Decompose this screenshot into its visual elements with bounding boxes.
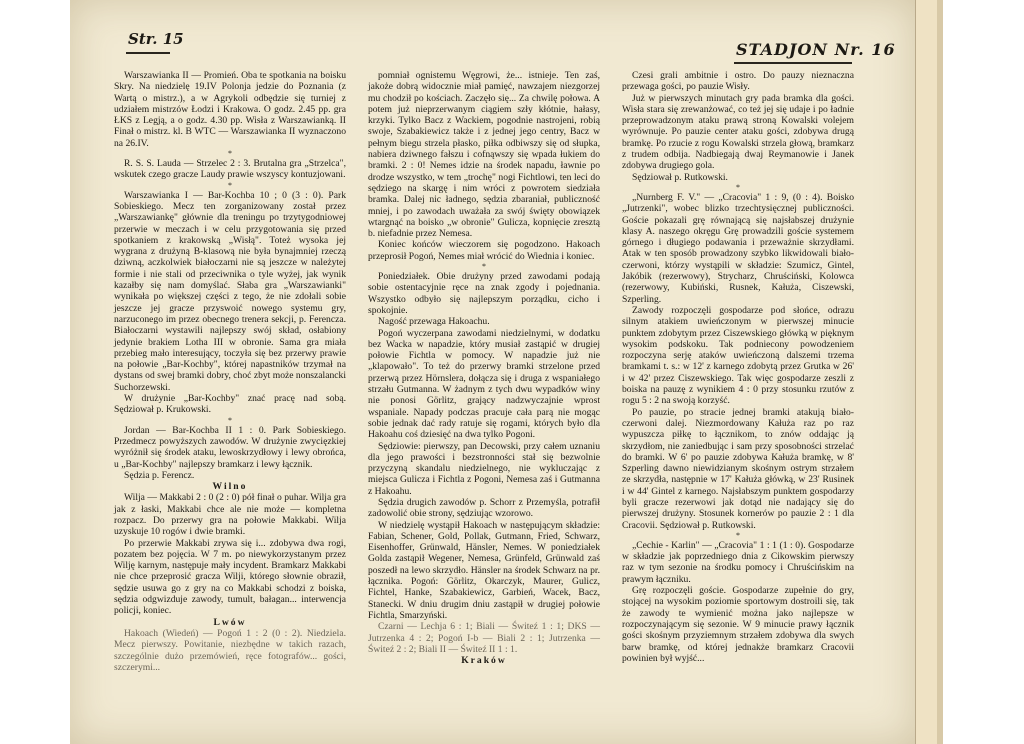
page-stack-edge: [937, 0, 943, 744]
article-paragraph: Wilja — Makkabi 2 : 0 (2 : 0) pół finał o puhar. Wilja gra jak z łaski, Makkabi chce ale nie może — kompletna rozpacz. Do przerwy gra na połowie Makkabi. Wilja uzyskuje 10 rogów i dwie bramki.: [114, 492, 346, 538]
separator-asterisk: *: [736, 182, 740, 192]
article-paragraph: Warszawianka I — Bar-Kochba 10 ; 0 (3 : 0). Park Sobieskiego. Mecz ten zorganizowany został przez „Warszawiankę" głównie dla treningu po trzytygodniowej przerwie w meczach i w celu przygotowania się przed spotkaniem z krakowską „Wisłą". Toteż wysoka jej wygrana z drużyną B-klasową nie była bynajmniej rzeczą dziwną, aczkolwiek białoczarni nie są jeszcze w należytej formie i nie stali od przeciwnika o tyle wyżej, jak wynik kazałby się nam domyślać. Słaba gra „Warszawianki" wynikała po większej części z tego, że nie zdołali sobie jeszcze jej gracze przyswoić nowego systemu gry, narzuconego im przez obecnego trenera sekcji, p. Ferencza. Białoczarni wystawili najlepszy swój skład, osłabiony jedynie brakiem Lotha III w obronie. Sama gra miała przebieg mało interesujący, toczyła się bez przerwy prawie na połowie „Bar-Kochby", której napastników trzymał na dystans od swej bramki dobry, choć zbyt może nonszalancki Suchorzewski.: [114, 189, 346, 393]
separator-asterisk: *: [228, 180, 232, 190]
article-paragraph: Hakoach (Wiedeń) — Pogoń 1 : 2 (0 : 2). Niedziela. Mecz pierwszy. Powitanie, niezbędne w takich razach, szczególnie dużo przemówień, ręce fotografów... gości, szczerymi...: [114, 627, 346, 673]
text-column-3: [622, 70, 854, 664]
article-paragraph: Warszawianka II — Promień. Oba te spotkania na boisku Skry. Na niedzielę 19.IV Polonja jedzie do Poznania (z Wartą o mistrz.), a w Agrykoli odbędzie się turniej z udziałem mistrzów Łodzi i Krakowa. O godz. 2.45 pp. gra ŁKS z Legją, a o godz. 4.30 pp. Wisła z Warszawianką. II Finał o mistrz. kl. B WTC — Warszawianka II wyznaczono na 26.IV.: [114, 70, 346, 149]
article-paragraph: Sędzia drugich zawodów p. Schorr z Przemyśla, potrafił zadowolić obie strony, sędziując wzorowo.: [368, 496, 600, 520]
section-heading: Kraków: [461, 655, 507, 667]
article-paragraph: „Cechie - Karlin" — „Cracovia" 1 : 1 (1 : 0). Gospodarze w składzie jak poprzedniego dnia z Cikowskim pierwszy raz w tym sezonie na środku pomocy i Chruścińskim na prawym łączniku.: [622, 539, 854, 585]
article-paragraph: W niedzielę wystąpił Hakoach w następującym składzie: Fabian, Schener, Gold, Pollak, Gutmann, Fried, Schwarz, Eisenhoffer, Grünwald, Hänsler, Nemes. W poniedziałek Golda zastąpił Wegener, Nemesa, Grünfeld, Grünwald zaś poszedł na lewo skrzydło. Hänsler na środek Schwarz na pr. łącznika. Pogoń: Görlitz, Okarczyk, Maurer, Gulicz, Fichtel, Hanke, Szabakiewicz, Garbień, Wacek, Bacz, Stanecki. W dniu drugim dniu zastąpił w drugiej połowie Fichtla, Smarzyński.: [368, 519, 600, 621]
adjacent-page-edge: [915, 0, 938, 744]
text-column-2: [368, 70, 600, 666]
article-paragraph: W drużynie „Bar-Kochby" znać pracę nad sobą. Sędziował p. Krukowski.: [114, 393, 346, 416]
page-number: Str. 15: [128, 30, 184, 48]
article-paragraph: Koniec końców wieczorem się pogodzono. Hakoach przeprosił Pogoń, Nemes miał wrócić do Wiednia i koniec.: [368, 239, 600, 262]
article-paragraph: „Nurnberg F. V." — „Cracovia" 1 : 9, (0 : 4). Boisko „Jutrzenki", wobec blizko trzechtysięcznej publiczności. Goście pokazali grę równającą się najsłabszej drużynie klasy A. naszego okręgu Grę prowadzili goście systemem górnego i długiego podawania i przeważnie skrzydłami. Atak w ten sposób prowadzony szybko likwidowali biało-czerwoni, którzy wystąpili w składzie: Szumicz, Gintel, Jakóbik (rezerwowy), Strycharz, Chruściński, Kolowca (rezerwowy, Kubiński, Rusnek, Kałuża, Ciszewski, Szperling.: [622, 191, 854, 305]
magazine-title: STADJON Nr. 16: [736, 40, 896, 59]
article-paragraph: Po przerwie Makkabi zrywa się i... zdobywa dwa rogi, pozatem bez pojęcia. W 7 m. po niewykorzystanym przez Wilję karnym, następuje mały incydent. Bramkarz Makkabi nie chce przeprosić gracza Wilji, którego słownie obraził, sędzie usuwa go z gry na co Makkabi schodzi z boiska, sędzia odgwizduje zawody, tumult, bałagan... interwencja policji, koniec.: [114, 537, 346, 617]
article-paragraph: Pogoń wyczerpana zawodami niedzielnymi, w dodatku bez Wacka w napadzie, który musiał zastąpić w drugiej połowie Fichtla w pomocy. W napadzie już nie „klapowało". To też do przerwy bramki strzelone przed przerwą przez Hörnslera, dołącza się i druga z wspaniałego strzału Gutmanna. W żadnym z tych dwu wypadków winy nie ponosi Görlitz, grający nadzwyczajnie wprost wspaniale. Napady podczas pracuje cała parą nie mogąc sobie jednak dać rady ratuje się rogami, których było dla Hakoahu coś dziesięć na dwa tylko Pogoni.: [368, 327, 600, 441]
article-paragraph: Jordan — Bar-Kochba II 1 : 0. Park Sobieskiego. Przedmecz powyższych zawodów. W drużynie zwycięzkiej wyróżnił się środek ataku, lewoskrzydłowy i lewy obrońca, u „Bar-Kochby" najlepszy bramkarz i lewy łącznik.: [114, 424, 346, 470]
article-paragraph: Zawody rozpoczęli gospodarze pod słońce, odrazu silnym atakiem uwieńczonym w pierwszej minucie punktem zdobytym przez Ciszewskiego główką w pięknym wysokim podskoku. Tak podniecony powodzeniem rozpoczyna serję ataków uwieńczoną dalszemi trzema bramkami t. s.: w 12' z karnego zdobytą przez Grutka w 26' i w 42' przez Ciszewskiego. Tak więc gospodarze zeszli z boiska na pauzę z wynikiem 4 : 0 przy stosunku rzutów z rogu 5 : 2 na swoją korzyść.: [622, 304, 854, 407]
text-column-1: [114, 70, 346, 673]
section-heading: Wilno: [212, 481, 248, 493]
header-rule-left: [126, 52, 170, 54]
separator-asterisk: *: [228, 415, 232, 425]
article-paragraph: R. S. S. Lauda — Strzelec 2 : 3. Brutalna gra „Strzelca", wskutek czego gracze Laudy prawie wszyscy kontuzjowani.: [114, 158, 346, 181]
article-paragraph: pomniał ognistemu Węgrowi, że... istnieje. Ten zaś, jakoże dobrą widocznie miał pamięć, nawzajem niezgorzej mu chodził po kościach. Zaczęło się... Za chwilę połowa. A potem już nieprzerwanym ciągiem szły kłótnie, hałasy, krzyki. Tylko Bacz z Wackiem, pogodnie nastrojeni, robią swoje, Szabakiewicz także i z jednej jego centry, Bacz w pełnym biegu strzela płasko, piłka odbiwszy się od słupka, nabiera dziwnego fałszu i cofnąwszy się wpada łukiem do bramki. 2 : 0! Nemes idzie na środek napadu, ławnie po drodze wszystko, w tem „trochę" nogi Fichtlowi, ten leci do sędziego na skargę i nim wróci z powrotem siedziała bramka. Dalej nic ładnego, sędzia zbaraniał, publiczność mniej, i po zawodach uważała za swój święty obowiązek wtargnąć na boisko „w obronie" Gulicza, kopnięcie zresztą b. niefadnie przez Nemesa.: [368, 70, 600, 240]
article-paragraph: Sędziował p. Rutkowski.: [632, 171, 728, 183]
article-paragraph: Czesi grali ambitnie i ostro. Do pauzy nieznaczna przewaga gości, po pauzie Wisły.: [622, 70, 854, 93]
article-paragraph: Nagość przewaga Hakoachu.: [378, 316, 490, 328]
article-paragraph: Grę rozpoczęli goście. Gospodarze zupełnie do gry, stojącej na wysokim poziomie sportowym dostroili się, tak że zawody te wymienić można jako najlepsze w rozpoczynającym się sezonie. W 9 minucie prawy łącznik gości skośnym przyziemnym strzałem zdobywa dla swych barw bramkę, od której jednakże bramkarz Cracovii powinien był wyjść...: [622, 585, 854, 664]
newspaper-page: [70, 0, 915, 744]
article-paragraph: Sędziowie: pierwszy, pan Decowski, przy całem uznaniu dla jego prawości i bezstronności stał się bezwolnie przyczyną skandalu niedzielnego, nie wykluczając z miejsca Gulicza i Fichtla z Pogoni, Nemesa zaś i Gutmanna z Hakoahu.: [368, 440, 600, 497]
article-paragraph: Po pauzie, po stracie jednej bramki atakują biało-czerwoni dalej. Niezmordowany Kałuża raz po raz wypuszcza piłkę to łącznikom, to znów oddając ją skrzydłom, nie zaniedbując i sam przy sposobności strzelać do bramki. W 6' po pauzie zdobywa Kałuża bramkę, w 8' Szperling dawno niewidzianym skośnym ostrym strzałem ze skrzydła, następnie w 17' Kałuża główką, w 23' Rusinek i w 44' Gintel z karnego. Najsłabszym punktem gospodarzy byli gracze rezerwowi jak dotąd nie nadający się do pierwszej drużyny. Stosunek kornerów po pauzie 2 : 1 dla Cracovii. Sędziował p. Rutkowski.: [622, 406, 854, 531]
header-rule-right: [734, 62, 852, 64]
separator-asterisk: *: [482, 262, 486, 272]
article-paragraph: Już w pierwszych minutach gry pada bramka dla gości. Wisła stara się zrewanżować, co też jej się udaje i po ładnie przeprowadzonym ataku prawą stroną Kowalski volejem wyrównuje. Po pauzie center ataku gości, zdobywa drugą bramkę. Po rzucie z rogu Kowalski strzela głową, bramkarz z trudem odbija. Nadbiegają dwaj Reymanowie i Janek zdobywa drugiego gola.: [622, 92, 854, 172]
separator-asterisk: *: [228, 149, 232, 159]
article-paragraph: Sędzia p. Ferencz.: [124, 469, 195, 481]
article-paragraph: Poniedziałek. Obie drużyny przed zawodami podają sobie ostentacyjnie ręce na znak zgody i pojednania. Wszystko odbyło się najlepszym porządku, cicho i spokojnie.: [368, 271, 600, 316]
separator-asterisk: *: [736, 530, 740, 540]
article-paragraph: Czarni — Lechja 6 : 1; Biali — Świteź 1 : 1; DKS — Jutrzenka 4 : 2; Pogoń I-b — Biali 2 : 1; Jutrzenka — Świteź 2 : 2; Biali II — Świteź II 1 : 1.: [368, 621, 600, 655]
section-heading: Lwów: [213, 616, 247, 628]
